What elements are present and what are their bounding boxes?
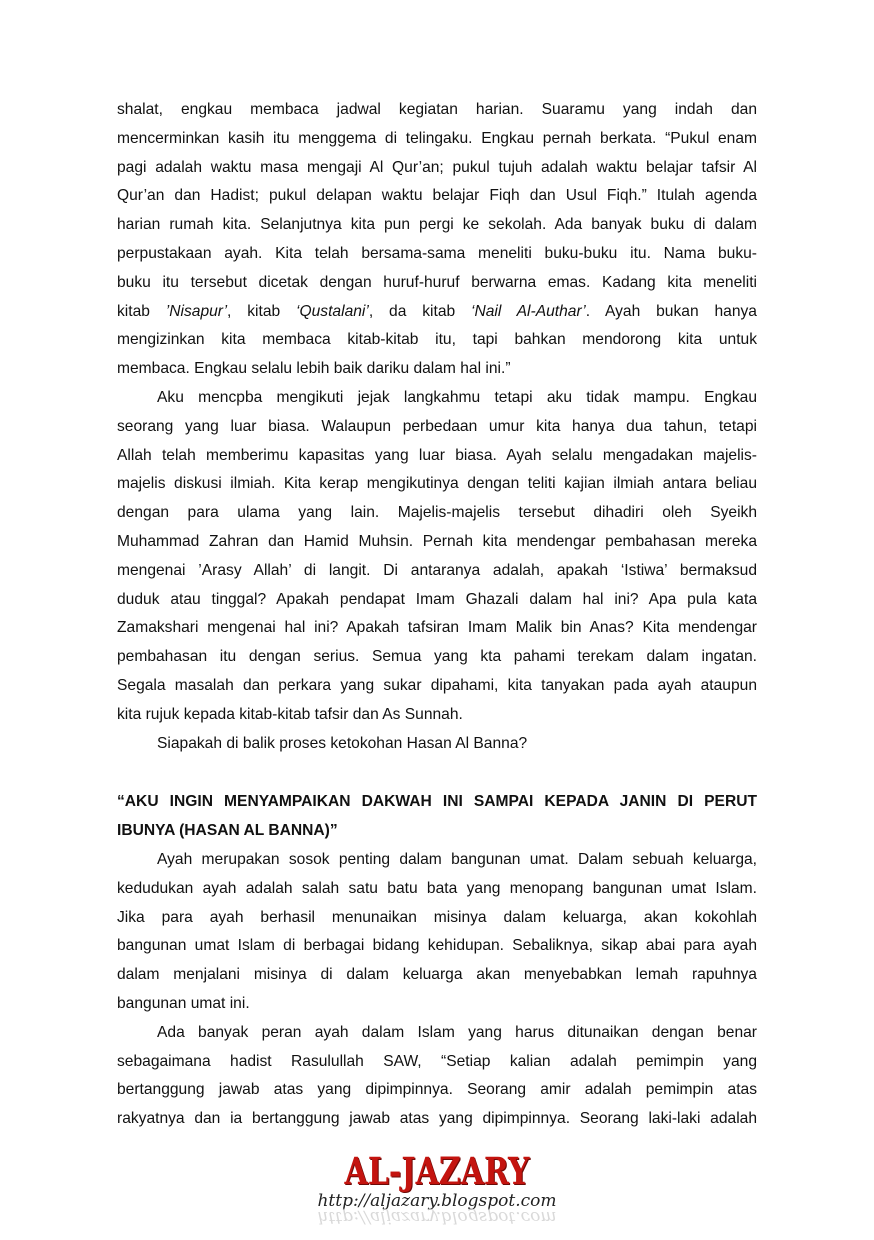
text-line: Ayah merupakan sosok penting dalam bangunan umat. Dalam sebuah keluarga, xyxy=(157,850,757,868)
blog-url: http://aljazary.blogspot.com xyxy=(317,1191,557,1211)
text-fragment: , da kitab xyxy=(368,302,472,320)
text-line: Allah telah memberimu kapasitas yang luar biasa. Ayah selalu mengadakan majelis- xyxy=(117,446,757,464)
paragraph-2 xyxy=(117,384,757,730)
text-line: Aku mencpba mengikuti jejak langkahmu tetapi aku tidak mampu. Engkau xyxy=(157,388,757,406)
text-line: rakyatnya dan ia bertanggung jawab atas yang dipimpinnya. Seorang laki-laki adalah xyxy=(117,1110,757,1128)
section-heading xyxy=(117,788,757,846)
book-title: ’Nisapur’ xyxy=(165,302,228,320)
paragraph-1 xyxy=(117,96,757,384)
text-line: dalam menjalani misinya di dalam keluarga akan menyebabkan lemah rapuhnya xyxy=(117,966,757,984)
text-line: Zamakshari mengenai hal ini? Apakah tafsiran Imam Malik bin Anas? Kita mendengar xyxy=(117,619,757,637)
text-line: Jika para ayah berhasil menunaikan misinya dalam keluarga, akan kokohlah xyxy=(117,908,757,926)
text-line: pembahasan itu dengan serius. Semua yang kta pahami terekam dalam ingatan. xyxy=(117,648,757,666)
text-line: kedudukan ayah adalah salah satu batu bata yang menopang bangunan umat Islam. xyxy=(117,879,757,897)
text-line: kita rujuk kepada kitab-kitab tafsir dan As Sunnah. xyxy=(117,705,463,723)
text-fragment: kitab xyxy=(117,302,166,320)
text-line-with-titles xyxy=(117,298,757,327)
text-line: shalat, engkau membaca jadwal kegiatan harian. Suaramu yang indah dan xyxy=(117,101,757,118)
text-line: Siapakah di balik proses ketokohan Hasan Al Banna? xyxy=(157,734,528,752)
book-title: ‘Nail Al-Authar’ xyxy=(471,302,586,320)
text-line: seorang yang luar biasa. Walaupun perbedaan umur kita hanya dua tahun, tetapi xyxy=(117,417,757,435)
text-line: mencerminkan kasih itu menggema di telingaku. Engkau pernah berkata. “Pukul enam xyxy=(117,129,757,147)
blog-url-block xyxy=(0,1191,874,1231)
text-line: Muhammad Zahran dan Hamid Muhsin. Pernah kita mendengar pembahasan mereka xyxy=(117,532,757,550)
text-line: duduk atau tinggal? Apakah pendapat Imam Ghazali dalam hal ini? Apa pula kata xyxy=(117,590,757,608)
blog-url-reflection: http://aljazary.blogspot.com xyxy=(317,1207,557,1227)
paragraph-3 xyxy=(117,730,757,759)
text-line: mengenai ’Arasy Allah’ di langit. Di antaranya adalah, apakah ‘Istiwa’ bermaksud xyxy=(117,561,757,579)
text-fragment: . Ayah bukan hanya xyxy=(585,302,757,320)
text-line: buku itu tersebut dicetak dengan huruf-huruf berwarna emas. Kadang kita meneliti xyxy=(117,273,757,291)
text-line: harian rumah kita. Selanjutnya kita pun pergi ke sekolah. Ada banyak buku di dalam xyxy=(117,216,757,234)
text-line: bertanggung jawab atas yang dipimpinnya. Seorang amir adalah pemimpin atas xyxy=(117,1081,757,1099)
text-line: bangunan umat ini. xyxy=(117,994,250,1012)
text-line: perpustakaan ayah. Kita telah bersama-sama meneliti buku-buku itu. Nama buku- xyxy=(117,244,757,262)
document-page xyxy=(117,96,757,1134)
text-line: dengan para ulama yang lain. Majelis-majelis tersebut dihadiri oleh Syeikh xyxy=(117,504,757,522)
text-line: majelis diskusi ilmiah. Kita kerap mengikutinya dengan teliti kajian ilmiah antara beliau xyxy=(117,475,757,493)
text-line: pagi adalah waktu masa mengaji Al Qur’an; pukul tujuh adalah waktu belajar tafsir Al xyxy=(117,158,757,176)
book-title: ‘Qustalani’ xyxy=(296,302,369,320)
text-line: sebagaimana hadist Rasulullah SAW, “Setiap kalian adalah pemimpin yang xyxy=(117,1052,757,1070)
text-line: mengizinkan kita membaca kitab-kitab itu, tapi bahkan mendorong kita untuk xyxy=(117,331,757,349)
text-line: Segala masalah dan perkara yang sukar dipahami, kita tanyakan pada ayah ataupun xyxy=(117,676,757,694)
text-line: Ada banyak peran ayah dalam Islam yang harus ditunaikan dengan benar xyxy=(157,1023,757,1041)
paragraph-5 xyxy=(117,1019,757,1134)
text-fragment: , kitab xyxy=(227,302,297,320)
watermark-footer xyxy=(0,1150,874,1231)
text-line: membaca. Engkau selalu lebih baik dariku dalam hal ini.” xyxy=(117,360,511,378)
text-line: bangunan umat Islam di berbagai bidang kehidupan. Sebaliknya, sikap abai para ayah xyxy=(117,937,757,955)
heading-line: “AKU INGIN MENYAMPAIKAN DAKWAH INI SAMPAI KEPADA JANIN DI PERUT xyxy=(117,793,757,811)
paragraph-4 xyxy=(117,846,757,1019)
text-line: Qur’an dan Hadist; pukul delapan waktu belajar Fiqh dan Usul Fiqh.” Itulah agenda xyxy=(117,187,757,205)
aljazary-logo: AL-JAZARY xyxy=(344,1150,530,1194)
heading-line: IBUNYA (HASAN AL BANNA)” xyxy=(117,822,338,840)
